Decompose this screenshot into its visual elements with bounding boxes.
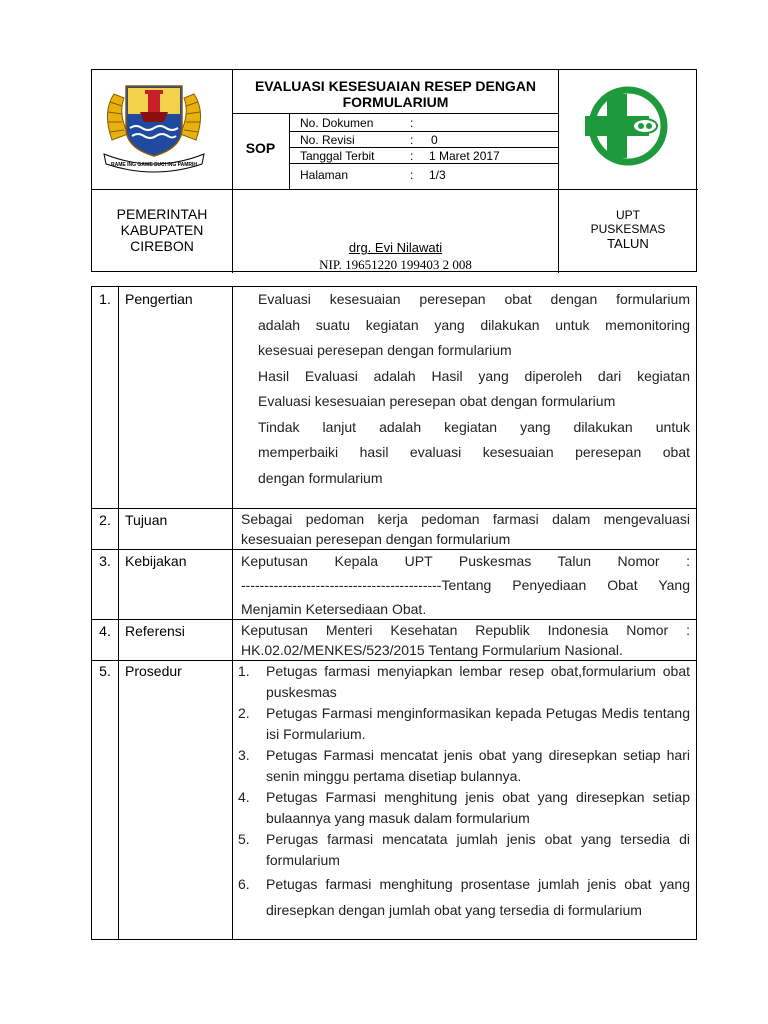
meta-value-no-revisi: 0 [431, 133, 438, 147]
row-label-kebijakan: Kebijakan [125, 553, 187, 569]
meta-value-tanggal-terbit: 1 Maret 2017 [429, 149, 500, 163]
sop-content-table [91, 286, 697, 940]
pengertian-text [258, 287, 690, 491]
divider [232, 113, 558, 114]
meta-sep: : [410, 168, 414, 182]
text-line: kesesuai peresepan dengan formularium [258, 342, 512, 358]
list-item [238, 871, 690, 923]
text-line: HK.02.02/MENKES/523/2015 Tentang Formularium Nasional. [241, 642, 623, 658]
meta-label-no-dokumen: No. Dokumen [300, 116, 374, 130]
org-line: CIREBON [130, 238, 194, 254]
list-item-number: 4. [238, 789, 250, 805]
prosedur-list [238, 661, 690, 923]
list-item-number: 6. [238, 876, 250, 892]
text-line: Keputusan Menteri Kesehatan Republik Indonesia Nomor : [241, 622, 690, 638]
list-item-text: Petugas farmasi menghitung prosentase jumlah jenis obat yang diresepkan dengan jumlah obat yang tersedia di formularium [266, 876, 690, 918]
tujuan-text [241, 509, 690, 549]
row-label-referensi: Referensi [125, 623, 185, 639]
row-number: 4. [99, 623, 111, 639]
row-label-pengertian: Pengertian [125, 291, 193, 307]
list-item-text: Perugas farmasi mencatata jumlah jenis obat yang tersedia di formularium [266, 831, 690, 868]
text-line: Keputusan Kepala UPT Puskesmas Talun Nomor : [241, 553, 690, 569]
row-label-prosedur: Prosedur [125, 663, 182, 679]
divider [92, 189, 698, 190]
list-item [238, 745, 690, 787]
kebijakan-text [241, 549, 690, 621]
list-item [238, 703, 690, 745]
list-item-text: Petugas farmasi menyiapkan lembar resep obat,formularium obat puskesmas [266, 663, 690, 700]
row-number: 1. [99, 291, 111, 307]
text-line: Tindak lanjut adalah kegiatan yang dilakukan untuk [258, 418, 690, 435]
divider [232, 287, 233, 939]
divider [289, 163, 558, 164]
text-line: memperbaiki hasil evaluasi kesesuaian peresepan obat [258, 444, 690, 460]
list-item-number: 3. [238, 747, 250, 763]
text-line: Evaluasi kesesuaian peresepan obat dengan formularium [258, 291, 690, 307]
sop-label: SOP [245, 140, 276, 156]
referensi-text [241, 620, 690, 660]
sop-header [91, 69, 697, 272]
org-line: KABUPATEN [120, 222, 204, 238]
meta-label-halaman: Halaman [300, 168, 349, 182]
divider [289, 131, 558, 132]
meta-sep: : [410, 133, 414, 147]
meta-label-tanggal-terbit: Tanggal Terbit [300, 149, 375, 163]
meta-label-no-revisi: No. Revisi [300, 133, 355, 147]
signer-nip: NIP. 19651220 199403 2 008 [319, 257, 472, 272]
meta-value-halaman: 1/3 [429, 168, 446, 182]
list-item-number: 1. [238, 663, 250, 679]
text-line: Menjamin Ketersediaan Obat. [241, 601, 427, 617]
row-label-tujuan: Tujuan [125, 512, 168, 528]
list-item-text: Petugas Farmasi menghitung jenis obat yang diresepkan setiap bulaannya yang masuk dalam formularium [266, 789, 690, 826]
list-item-text: Petugas Farmasi mencatat jenis obat yang diresepkan setiap hari senin minggu pertama disetiap bulannya. [266, 747, 690, 784]
divider [289, 113, 290, 189]
list-item-number: 5. [238, 831, 250, 847]
meta-sep: : [410, 116, 414, 130]
row-number: 2. [99, 512, 111, 528]
divider [289, 147, 558, 148]
document-title: EVALUASI KESESUAIAN RESEP DENGAN FORMULARIUM [254, 78, 537, 110]
text-line: Evaluasi kesesuaian peresepan obat dengan formularium [258, 393, 616, 409]
text-line: adalah suatu kegiatan yang dilakukan untuk memonitoring [258, 316, 690, 333]
right-org-name [558, 208, 698, 252]
row-number: 3. [99, 553, 111, 569]
left-org-name [92, 206, 232, 254]
org-line: PEMERINTAH [116, 206, 208, 222]
puskesmas-logo [575, 86, 681, 171]
list-item-number: 2. [238, 705, 250, 721]
logo-banner-text: RAME ING GAWE SUCI ING PAMRIH [110, 162, 198, 168]
org-line: UPT [616, 208, 640, 222]
list-item [238, 829, 690, 871]
divider [118, 287, 119, 939]
meta-sep: : [410, 149, 414, 163]
cirebon-logo [98, 82, 210, 179]
text-line: kesesuaian peresepan dengan formularium [241, 531, 511, 547]
signer-name: drg. Evi Nilawati [348, 240, 443, 255]
text-line: Sebagai pedoman kerja pedoman farmasi dalam mengevaluasi [241, 511, 690, 527]
text-line: Hasil Evaluasi adalah Hasil yang diperoleh dari kegiatan [258, 367, 690, 384]
org-line: TALUN [607, 236, 649, 251]
row-number: 5. [99, 663, 111, 679]
text-line: dengan formularium [258, 469, 383, 486]
text-line: -------------------------------------------Tentang Penyediaan Obat Yang [241, 577, 690, 593]
list-item [238, 787, 690, 829]
list-item [238, 661, 690, 703]
list-item-text: Petugas Farmasi menginformasikan kepada Petugas Medis tentang isi Formularium. [266, 705, 690, 742]
org-line: PUSKESMAS [590, 222, 666, 236]
